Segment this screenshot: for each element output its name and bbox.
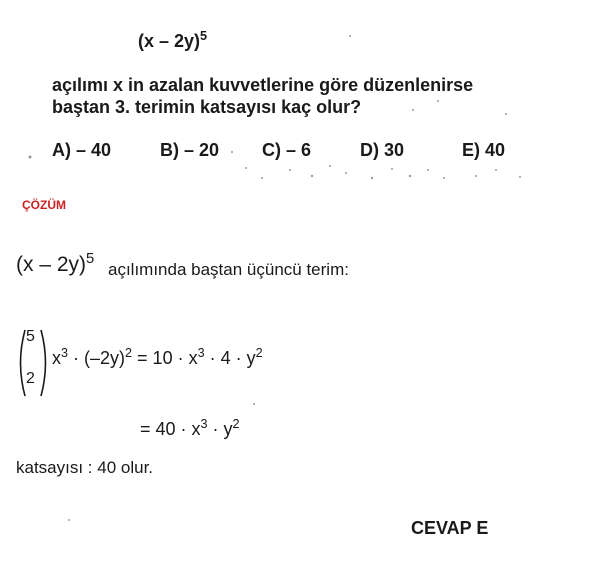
line1-exp-b: 2: [125, 346, 133, 360]
solution-conclusion: katsayısı : 40 olur.: [16, 458, 154, 477]
line2-exp-b: 2: [232, 417, 240, 431]
binomial-bottom: 2: [26, 370, 35, 387]
line1-part-c: = 10 · x: [132, 348, 198, 368]
answer-label: CEVAP E: [411, 518, 489, 538]
choice-b: [160, 140, 219, 161]
question-text: [52, 74, 572, 118]
line1-exp-a: 3: [61, 346, 69, 360]
choice-a: [52, 140, 111, 161]
choice-d-label: D): [360, 140, 379, 160]
binomial-top: 5: [26, 328, 35, 345]
solution-line-2: [140, 419, 240, 440]
line2-part-a: = 40 · x: [140, 419, 201, 439]
problem-expression-base: (x – 2y): [138, 31, 201, 51]
choice-e-label: E): [462, 140, 480, 160]
choice-d-value: 30: [384, 140, 405, 160]
solution-expression: [16, 253, 94, 277]
line1-part-b: · (–2y): [68, 348, 126, 368]
question-line-1: açılımı x in azalan kuvvetlerine göre düzenlenirse: [52, 75, 474, 95]
choice-e: [462, 140, 505, 161]
line1-exp-c: 3: [197, 346, 205, 360]
choice-b-value: – 20: [184, 140, 220, 160]
solution-line-1: [52, 348, 263, 369]
solution-intro: açılımında baştan üçüncü terim:: [108, 260, 349, 279]
line2-exp-a: 3: [200, 417, 208, 431]
line2-part-b: · y: [207, 419, 233, 439]
line1-part-d: · 4 · y: [204, 348, 256, 368]
choice-c-value: – 6: [286, 140, 312, 160]
question-line-2: baştan 3. terimin katsayısı kaç olur?: [52, 97, 362, 117]
problem-expression: [138, 31, 207, 52]
problem-expression-exponent: 5: [200, 29, 208, 43]
line1-exp-d: 2: [255, 346, 263, 360]
choice-d: [360, 140, 404, 161]
choice-e-value: 40: [485, 140, 506, 160]
choice-a-value: – 40: [76, 140, 112, 160]
line1-part-a: x: [52, 348, 61, 368]
solution-expression-base: (x – 2y): [16, 253, 87, 276]
choice-b-label: B): [160, 140, 179, 160]
choice-c: [262, 140, 311, 161]
choice-c-label: C): [262, 140, 281, 160]
solution-expression-exponent: 5: [86, 251, 95, 267]
choice-a-label: A): [52, 140, 71, 160]
solution-heading: ÇÖZÜM: [22, 198, 66, 212]
